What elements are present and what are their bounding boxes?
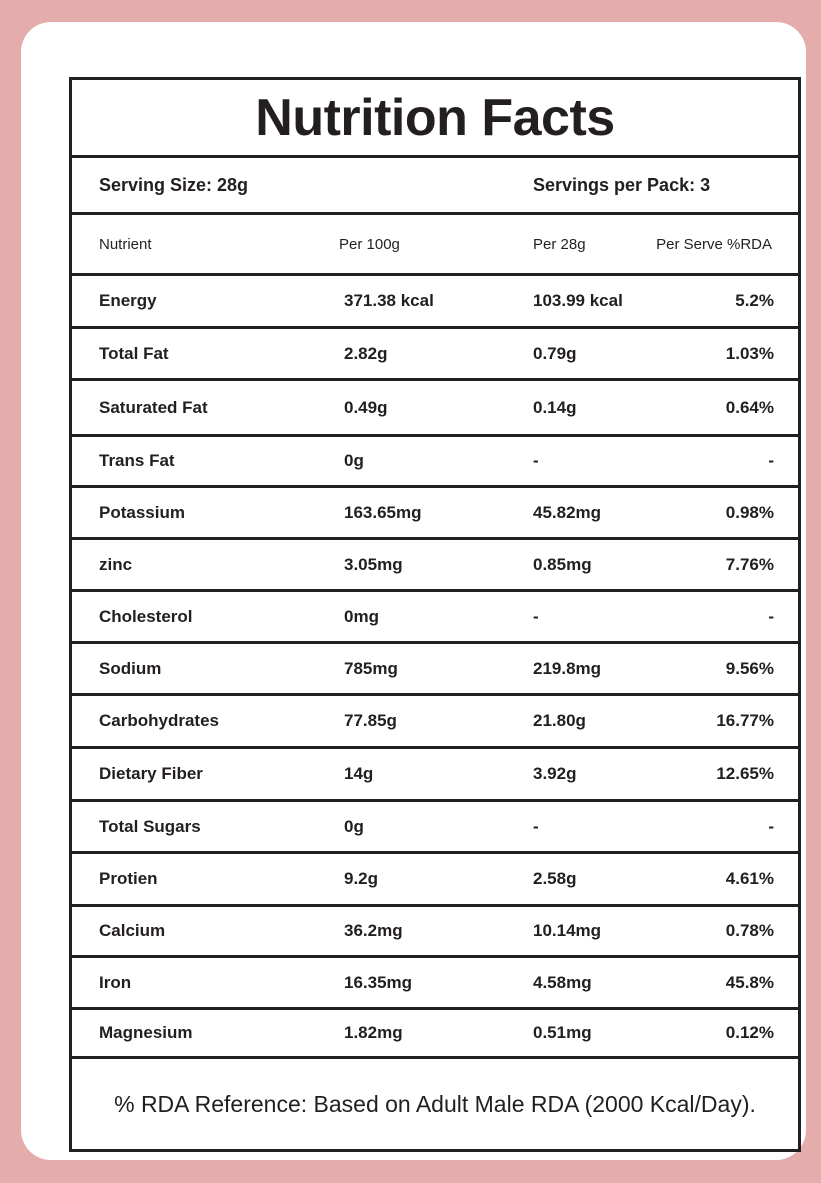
- nutrient-name: Total Fat: [99, 343, 169, 363]
- value-per-28g: 21.80g: [533, 711, 586, 730]
- value-per-100g: 0g: [344, 451, 364, 470]
- value-rda: 16.77%: [716, 711, 774, 730]
- value-per-100g: 0mg: [344, 606, 379, 626]
- nutrient-name: Protien: [99, 869, 158, 888]
- table-row: [72, 854, 798, 904]
- table-row: [72, 1010, 798, 1056]
- nutrient-name: Dietary Fiber: [99, 764, 203, 783]
- value-per-100g: 3.05mg: [344, 554, 403, 574]
- table-row: [72, 437, 798, 485]
- nutrient-name: Energy: [99, 291, 157, 310]
- nutrient-name: zinc: [99, 554, 133, 574]
- value-rda: 0.78%: [725, 921, 774, 940]
- value-rda: -: [768, 816, 774, 836]
- value-rda: -: [768, 451, 774, 470]
- value-per-28g: 103.99 kcal: [533, 291, 623, 310]
- value-rda: 45.8%: [725, 972, 774, 992]
- value-per-28g: 3.92g: [533, 764, 577, 783]
- header-per-100g: Per 100g: [339, 235, 400, 253]
- value-rda: 0.98%: [725, 502, 774, 522]
- nutrient-name: Potassium: [99, 502, 185, 522]
- nutrient-name: Cholesterol: [99, 606, 193, 626]
- value-per-100g: 0.49g: [344, 397, 388, 417]
- nutrition-facts-panel: [69, 77, 801, 1152]
- table-row: [72, 749, 798, 799]
- table-row: [72, 540, 798, 589]
- label-card: [21, 22, 806, 1160]
- table-row: [72, 381, 798, 434]
- value-per-28g: -: [533, 606, 539, 626]
- nutrient-name: Magnesium: [99, 1023, 193, 1042]
- header-per-28g: Per 28g: [533, 235, 586, 253]
- header-rda: Per Serve %RDA: [656, 235, 772, 253]
- nutrient-name: Saturated Fat: [99, 397, 208, 417]
- table-row: [72, 696, 798, 746]
- nutrient-name: Carbohydrates: [99, 711, 219, 730]
- value-per-28g: 0.85mg: [533, 554, 592, 574]
- servings-per-pack: Servings per Pack: 3: [533, 174, 711, 195]
- value-per-100g: 371.38 kcal: [344, 291, 434, 310]
- nutrient-name: Iron: [99, 972, 132, 992]
- table-row: [72, 958, 798, 1007]
- value-per-28g: 45.82mg: [533, 502, 602, 522]
- table-row: [72, 276, 798, 326]
- nutrient-name: Total Sugars: [99, 816, 201, 836]
- value-per-28g: 0.51mg: [533, 1023, 592, 1042]
- value-per-100g: 36.2mg: [344, 921, 403, 940]
- value-per-28g: 0.14g: [533, 397, 577, 417]
- value-per-100g: 0g: [344, 816, 364, 836]
- table-row: [72, 592, 798, 641]
- value-per-100g: 77.85g: [344, 711, 397, 730]
- value-per-28g: 219.8mg: [533, 658, 602, 678]
- value-per-28g: 2.58g: [533, 869, 577, 888]
- nutrient-name: Calcium: [99, 921, 166, 940]
- page-title: Nutrition Facts: [255, 88, 615, 147]
- serving-info-row: [72, 158, 798, 212]
- value-per-100g: 2.82g: [344, 343, 388, 363]
- table-row: [72, 907, 798, 955]
- nutrient-name: Sodium: [99, 658, 162, 678]
- value-rda: 0.64%: [725, 397, 774, 417]
- value-rda: 4.61%: [725, 869, 774, 888]
- value-rda: 1.03%: [725, 343, 774, 363]
- value-rda: 12.65%: [716, 764, 774, 783]
- table-header-row: [72, 215, 798, 273]
- value-per-28g: 4.58mg: [533, 972, 592, 992]
- nutrient-name: Trans Fat: [99, 451, 175, 470]
- value-per-28g: 10.14mg: [533, 921, 602, 940]
- table-row: [72, 802, 798, 851]
- value-per-100g: 1.82mg: [344, 1023, 403, 1042]
- value-rda: -: [768, 606, 774, 626]
- value-rda: 9.56%: [725, 658, 774, 678]
- value-per-100g: 9.2g: [344, 869, 379, 888]
- value-per-100g: 14g: [344, 764, 374, 783]
- value-rda: 0.12%: [725, 1023, 774, 1042]
- header-nutrient: Nutrient: [99, 235, 152, 253]
- value-per-100g: 16.35mg: [344, 972, 413, 992]
- rda-footnote: % RDA Reference: Based on Adult Male RDA (2000 Kcal/Day).: [114, 1090, 756, 1117]
- value-rda: 7.76%: [725, 554, 774, 574]
- value-per-100g: 163.65mg: [344, 502, 422, 522]
- value-per-100g: 785mg: [344, 658, 398, 678]
- value-rda: 5.2%: [735, 291, 774, 310]
- value-per-28g: 0.79g: [533, 343, 577, 363]
- value-per-28g: -: [533, 816, 539, 836]
- table-row: [72, 488, 798, 537]
- serving-size: Serving Size: 28g: [99, 174, 249, 195]
- value-per-28g: -: [533, 451, 539, 470]
- table-row: [72, 329, 798, 378]
- table-row: [72, 644, 798, 693]
